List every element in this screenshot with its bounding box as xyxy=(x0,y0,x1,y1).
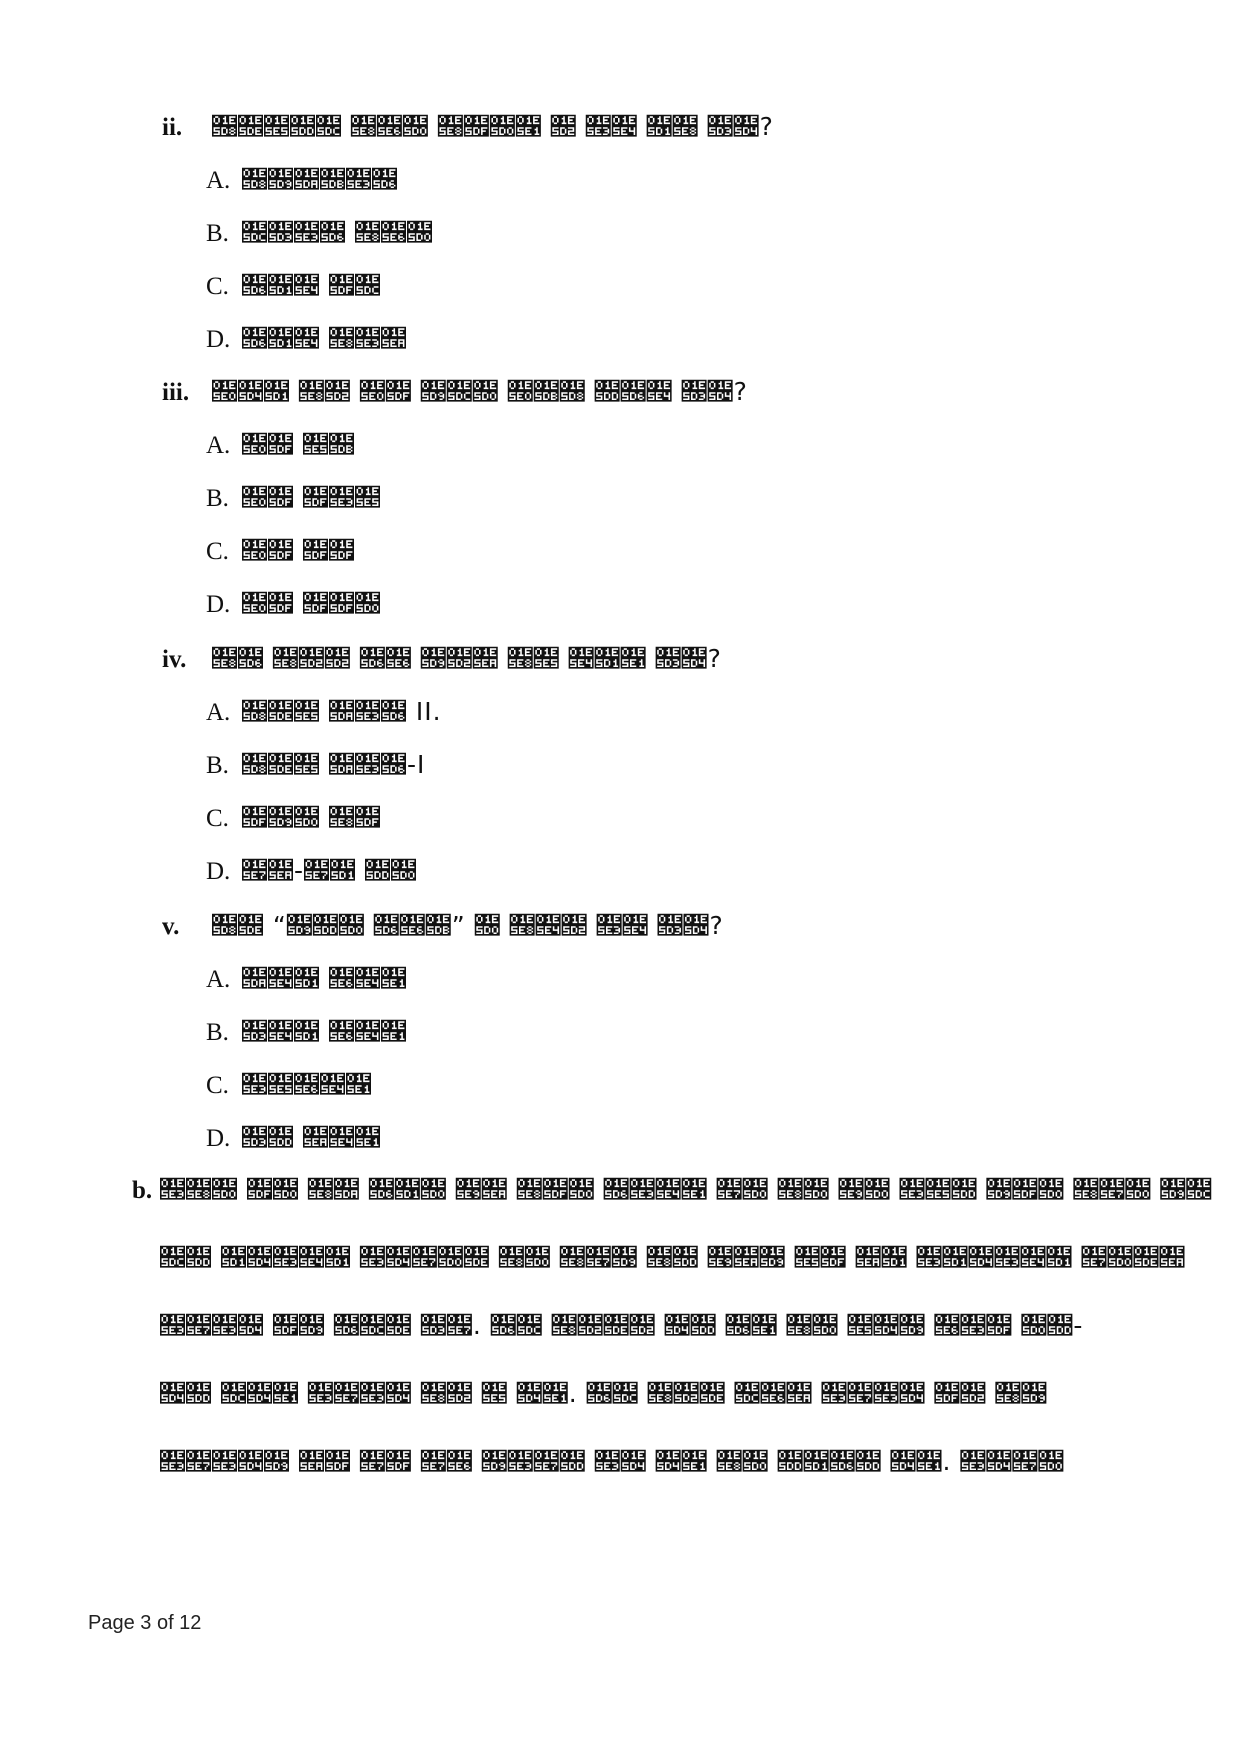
question-number: ii. xyxy=(162,114,183,141)
option-label: C. xyxy=(206,538,229,565)
option-d xyxy=(206,587,381,622)
option-text: 𞗘𞗞𞗥 𞗚𞗣𞗖 II. xyxy=(242,697,442,726)
option-b xyxy=(206,216,433,251)
option-label: D. xyxy=(206,1125,231,1152)
part-b-line: 𞗣𞗧𞗣𞗔𞗙 𞗪𞗟 𞗧𞗟 𞗧𞗦 𞗙𞗣𞗧𞗝 𞗣𞗔 𞗔𞗡 𞗨𞗐 𞗝𞗑𞗖𞗝 𞗔𞗡. 𞗣𞗔𞗧𞗐 xyxy=(160,1447,1065,1476)
option-text: 𞗠𞗟 𞗟𞗟𞗐 xyxy=(242,589,381,618)
option-label: A. xyxy=(206,432,231,459)
question-number: v. xyxy=(162,913,180,940)
question-iii xyxy=(162,375,748,410)
question-number: iii. xyxy=(162,379,190,406)
option-label: C. xyxy=(206,1072,229,1099)
question-iv xyxy=(162,642,722,677)
option-c xyxy=(206,269,381,304)
option-text: 𞗘𞗙𞗚𞗛𞗣𞗖 xyxy=(242,165,398,194)
option-label: A. xyxy=(206,699,231,726)
option-text: 𞗠𞗟 𞗥𞗛 xyxy=(242,430,355,459)
option-text: 𞗖𞗑𞗤 𞗨𞗣𞗪 xyxy=(242,324,407,353)
option-d xyxy=(206,322,407,357)
option-d xyxy=(206,854,417,889)
option-text: 𞗣𞗥𞗦𞗤𞗡 xyxy=(242,1070,372,1099)
option-label: D. xyxy=(206,591,231,618)
question-ii xyxy=(162,110,774,145)
option-a xyxy=(206,428,355,463)
option-label: D. xyxy=(206,858,231,885)
option-b xyxy=(206,481,381,516)
question-text: 𞗨𞗖 𞗨𞗒𞗒 𞗖𞗦 𞗙𞗒𞗪 𞗨𞗥 𞗤𞗑𞗡 𞗓𞗔? xyxy=(211,644,722,673)
option-text: 𞗠𞗟 𞗟𞗟 xyxy=(242,536,355,565)
question-text: 𞗘𞗞 “𞗙𞗝𞗐 𞗖𞗦𞗛” 𞗐 𞗨𞗤𞗒 𞗣𞗤 𞗓𞗔? xyxy=(211,911,724,940)
option-b xyxy=(206,748,425,783)
option-text: 𞗚𞗤𞗑 𞗦𞗤𞗡 xyxy=(242,964,407,993)
part-b-line: 𞗔𞗝 𞗜𞗔𞗡 𞗣𞗧𞗣𞗔 𞗨𞗒 𞗥 𞗔𞗡. 𞗖𞗜 𞗨𞗒𞗞 𞗜𞗦𞗪 𞗣𞗧𞗣𞗔 𞗟𞗒 𞗨𞗙 xyxy=(160,1379,1048,1408)
option-label: B. xyxy=(206,752,229,779)
part-b-line: 𞗣𞗧𞗣𞗔 𞗟𞗙 𞗖𞗜𞗞 𞗓𞗧. 𞗖𞗜 𞗨𞗒𞗞𞗒 𞗔𞗝 𞗖𞗡 𞗨𞗐 𞗥𞗔𞗙 𞗦𞗣𞗟 𞗐𞗝- xyxy=(160,1311,1084,1340)
option-a xyxy=(206,163,398,198)
option-label: D. xyxy=(206,326,231,353)
option-text: 𞗓𞗤𞗑 𞗦𞗤𞗡 xyxy=(242,1017,407,1046)
option-d xyxy=(206,1121,381,1156)
option-label: B. xyxy=(206,1019,229,1046)
question-number: iv. xyxy=(162,646,187,673)
option-label: C. xyxy=(206,273,229,300)
option-c xyxy=(206,801,381,836)
option-label: B. xyxy=(206,220,229,247)
option-text: 𞗠𞗟 𞗟𞗣𞗥 xyxy=(242,483,381,512)
question-text: 𞗘𞗞𞗥𞗝𞗜 𞗨𞗦𞗐 𞗨𞗟𞗐𞗡 𞗒 𞗣𞗤 𞗑𞗨 𞗓𞗔? xyxy=(211,112,774,141)
option-a xyxy=(206,962,407,997)
question-v xyxy=(162,909,724,944)
option-text: 𞗖𞗑𞗤 𞗟𞗜 xyxy=(242,271,381,300)
option-b xyxy=(206,1015,407,1050)
question-text: 𞗠𞗔𞗑 𞗨𞗒 𞗠𞗟 𞗙𞗜𞗐 𞗠𞗛𞗘 𞗝𞗖𞗤 𞗓𞗔? xyxy=(211,377,748,406)
part-b-line: 𞗜𞗝 𞗑𞗔𞗣𞗤𞗑 𞗣𞗔𞗧𞗐𞗞 𞗨𞗐 𞗨𞗧𞗙 𞗨𞗝 𞗩𞗪𞗙 𞗥𞗟 𞗪𞗑 𞗣𞗑𞗔𞗣𞗤𞗑 𞗧𞗐𞗞𞗪 xyxy=(160,1243,1186,1272)
option-text: 𞗓𞗝 𞗪𞗤𞗡 xyxy=(242,1123,381,1152)
option-label: C. xyxy=(206,805,229,832)
option-text: 𞗧𞗪-𞗧𞗑 𞗝𞗐 xyxy=(242,856,417,885)
page-number-footer: Page 3 of 12 xyxy=(88,1612,202,1634)
option-text: 𞗜𞗓𞗣𞗖 𞗨𞗦𞗐 xyxy=(242,218,433,247)
option-a xyxy=(206,695,442,730)
option-text: 𞗟𞗙𞗐 𞗨𞗟 xyxy=(242,803,381,832)
part-b-line: 𞗣𞗨𞗐 𞗟𞗐 𞗨𞗚 𞗖𞗑𞗐 𞗩𞗪 𞗨𞗟𞗐 𞗖𞗣𞗤𞗡 𞗧𞗐 𞗨𞗐 𞗩𞗐 𞗣𞗥𞗝 𞗙𞗟𞗐 𞗨𞗧𞗐 𞗙𞗜 xyxy=(160,1175,1213,1204)
option-label: A. xyxy=(206,167,231,194)
option-text: 𞗘𞗞𞗥 𞗚𞗣𞗖-I xyxy=(242,750,426,779)
option-label: A. xyxy=(206,966,231,993)
part-b-number: b. xyxy=(132,1177,153,1204)
option-c xyxy=(206,534,355,569)
option-c xyxy=(206,1068,372,1103)
option-label: B. xyxy=(206,485,229,512)
